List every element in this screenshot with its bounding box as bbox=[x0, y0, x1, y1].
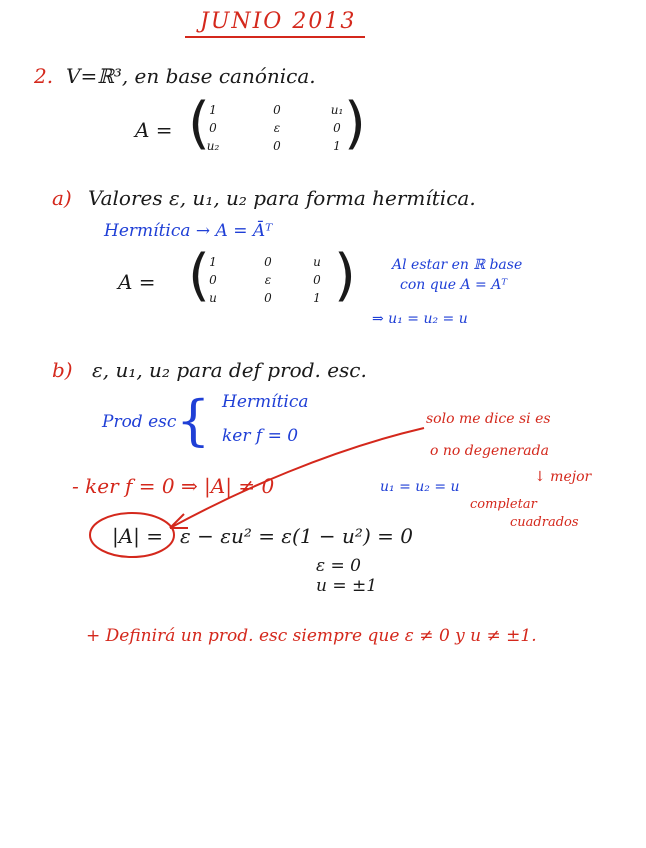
annotation-arrow bbox=[170, 428, 424, 528]
page-title: JUNIO 2013 bbox=[200, 9, 357, 34]
u-equality: u₁ = u₂ = u bbox=[380, 479, 460, 495]
problem-number: 2. bbox=[34, 64, 54, 88]
matrix-b-cell: 0 bbox=[313, 273, 321, 287]
matrix-a-cell: 0 bbox=[273, 139, 281, 153]
matrix-b-cell: ε bbox=[264, 273, 272, 287]
conclusion: + Definirá un prod. esc siempre que ε ≠ 0 y u ≠ ±1. bbox=[86, 626, 537, 646]
conditions-brace: { bbox=[176, 389, 211, 452]
red-note-line1: solo me dice si es bbox=[426, 411, 551, 427]
condition-kernel: ker f = 0 bbox=[222, 426, 299, 446]
prod-esc-label: Prod esc bbox=[102, 412, 177, 432]
matrix-a-cell: ε bbox=[273, 121, 281, 135]
matrix-b-right-paren: ) bbox=[334, 243, 356, 308]
solution-u: u = ±1 bbox=[316, 576, 378, 596]
matrix-a-label: A = bbox=[135, 118, 173, 142]
kernel-implication: - ker f = 0 ⇒ |A| ≠ 0 bbox=[72, 474, 275, 498]
matrix-b-left-paren: ( bbox=[188, 243, 210, 308]
matrix-b-cell: u bbox=[209, 291, 217, 305]
matrix-a-cell: u₂ bbox=[206, 139, 220, 153]
matrix-a-cell: u₁ bbox=[330, 103, 344, 117]
matrix-a-cell: 0 bbox=[209, 121, 217, 135]
part-a-result: ⇒ u₁ = u₂ = u bbox=[372, 311, 468, 327]
part-b-question: ε, u₁, u₂ para def prod. esc. bbox=[92, 358, 367, 382]
matrix-b-cell: 0 bbox=[264, 291, 272, 305]
determinant-lhs: |A| = bbox=[112, 524, 164, 548]
part-a-hermitica-line: Hermítica → A = Āᵀ bbox=[104, 221, 273, 241]
matrix-b-cell: 1 bbox=[313, 291, 321, 305]
part-a-question: Valores ε, u₁, u₂ para forma hermítica. bbox=[88, 186, 476, 210]
part-a-note-line1: Al estar en ℝ base bbox=[392, 257, 523, 273]
matrix-a-cell: 0 bbox=[333, 121, 341, 135]
red-note-cuadrados: cuadrados bbox=[510, 515, 579, 530]
red-note-mejor: ↓ mejor bbox=[534, 469, 592, 485]
part-a-note-line2: con que A = Aᵀ bbox=[400, 277, 508, 293]
determinant-rhs: ε − εu² = ε(1 − u²) = 0 bbox=[180, 524, 413, 548]
matrix-a-cell: 0 bbox=[273, 103, 281, 117]
matrix-a-right-paren: ) bbox=[344, 91, 366, 156]
annotation-arrowhead bbox=[170, 514, 188, 528]
determinant-circle bbox=[90, 513, 174, 557]
red-note-line2: o no degenerada bbox=[430, 443, 549, 459]
matrix-b-cell: 0 bbox=[209, 273, 217, 287]
matrix-a-cell: 1 bbox=[209, 103, 217, 117]
matrix-b-label: A = bbox=[118, 270, 156, 294]
part-b-label: b) bbox=[52, 358, 73, 382]
matrix-a-left-paren: ( bbox=[188, 91, 210, 156]
part-a-label: a) bbox=[52, 186, 72, 210]
matrix-b-cell: 1 bbox=[209, 255, 217, 269]
red-note-completar: completar bbox=[470, 497, 537, 512]
matrix-b-cell: u bbox=[313, 255, 321, 269]
solution-epsilon: ε = 0 bbox=[316, 556, 361, 576]
matrix-b-cell: 0 bbox=[264, 255, 272, 269]
matrix-a-cell: 1 bbox=[333, 139, 341, 153]
condition-hermitica: Hermítica bbox=[222, 392, 309, 412]
problem-statement: V=ℝ³, en base canónica. bbox=[66, 64, 316, 88]
